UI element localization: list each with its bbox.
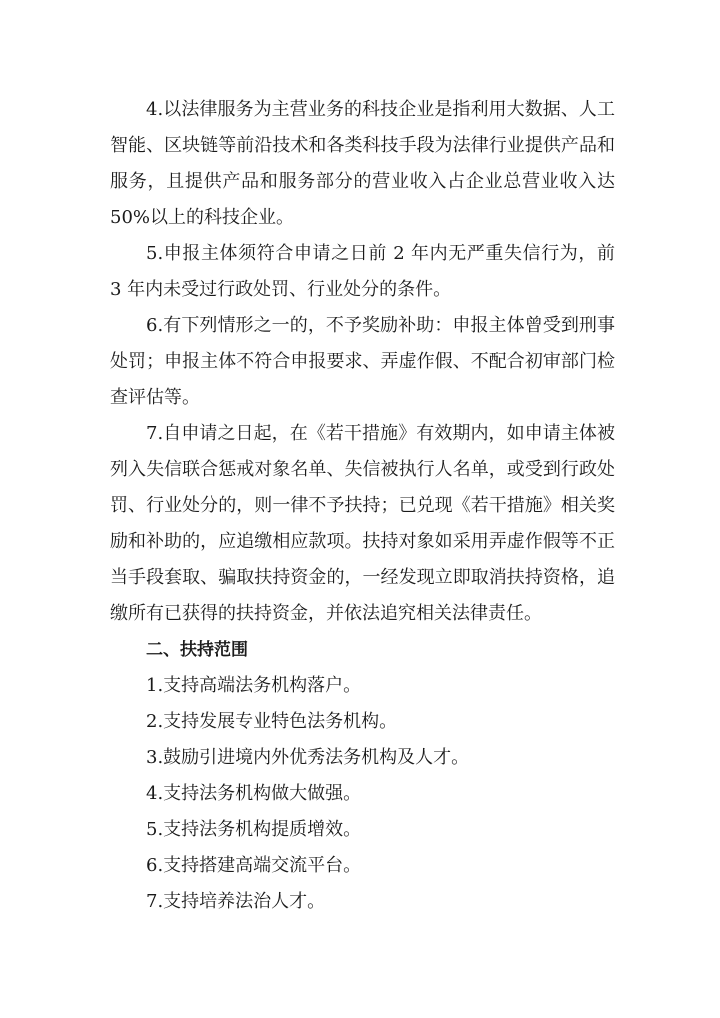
section-heading: 二、扶持范围 bbox=[146, 640, 248, 660]
scope-item-5: 5.支持法务机构提质增效。 bbox=[146, 819, 362, 840]
paragraph-item-7: 7.自申请之日起，在《若干措施》有效期内，如申请主体被列入失信联合惩戒对象名单、失信被执行人名单，或受到行政处罚、行业处分的，则一律不予扶持；已兑现《若干措施》相关奖励和补助的，应追缴相应款项。扶持对象如采用弄虚作假等不正当手段套取、骗取扶持资金的，一经发现立即取消扶持资格，追缴所有已获得的扶持资金，并依法追究相关法律责任。 bbox=[110, 423, 615, 624]
scope-item-7: 7.支持培养法治人才。 bbox=[146, 891, 326, 912]
document-body bbox=[110, 92, 615, 920]
scope-item-4: 4.支持法务机构做大做强。 bbox=[146, 783, 362, 804]
scope-item-6: 6.支持搭建高端交流平台。 bbox=[146, 855, 362, 876]
scope-item-3: 3.鼓励引进境内外优秀法务机构及人才。 bbox=[146, 747, 470, 768]
paragraph-item-4: 4.以法律服务为主营业务的科技企业是指利用大数据、人工智能、区块链等前沿技术和各类科技手段为法律行业提供产品和服务，且提供产品和服务部分的营业收入占企业总营业收入达 50%以上的科技企业。 bbox=[110, 99, 615, 228]
paragraph-item-5: 5.申报主体须符合申请之日前 2 年内无严重失信行为，前 3 年内未受过行政处罚、行业处分的条件。 bbox=[110, 243, 615, 300]
scope-item-1: 1.支持高端法务机构落户。 bbox=[146, 675, 362, 696]
paragraph-item-6: 6.有下列情形之一的，不予奖励补助：申报主体曾受到刑事处罚；申报主体不符合申报要求、弄虚作假、不配合初审部门检查评估等。 bbox=[110, 315, 615, 408]
scope-item-2: 2.支持发展专业特色法务机构。 bbox=[146, 711, 398, 732]
